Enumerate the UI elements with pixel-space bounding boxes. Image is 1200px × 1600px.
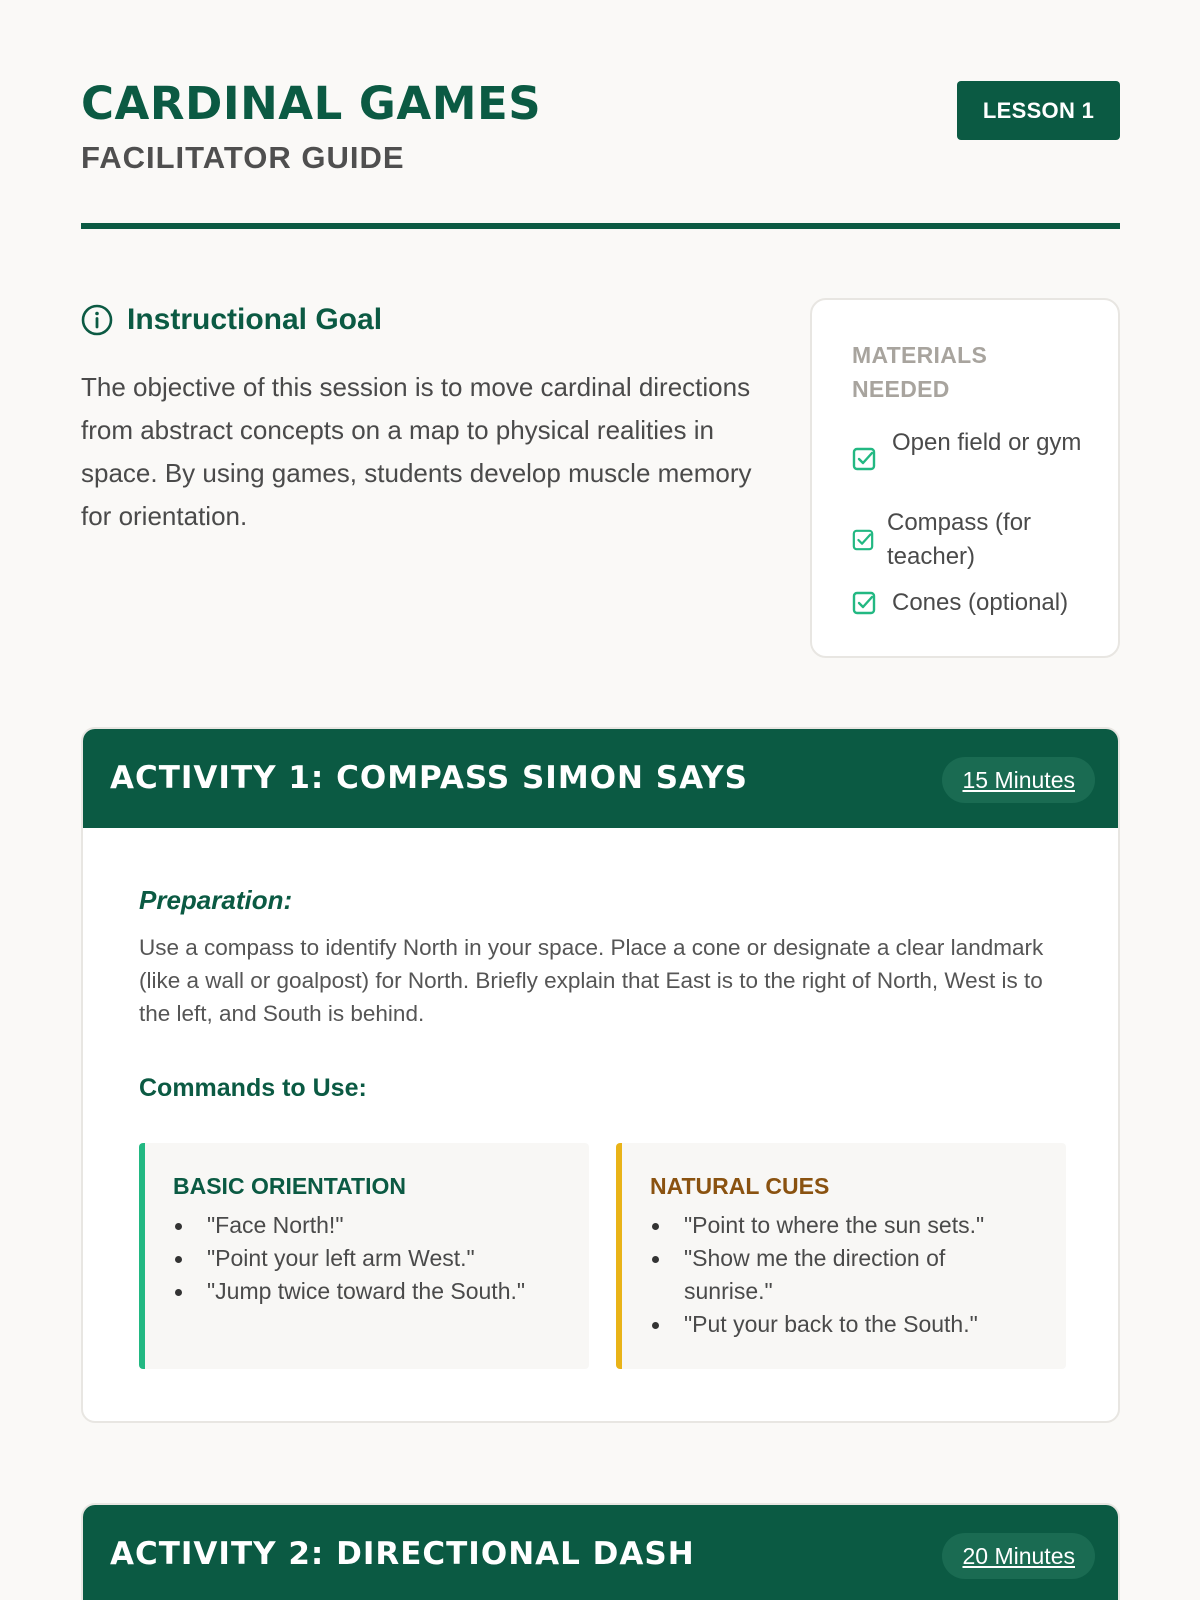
check-square-icon bbox=[852, 591, 876, 615]
activity-card-2 bbox=[81, 1503, 1120, 1600]
command-list bbox=[173, 1209, 563, 1308]
command-group-title: BASIC ORIENTATION bbox=[173, 1173, 406, 1199]
command-item: "Face North!" bbox=[173, 1209, 563, 1242]
preparation-label: Preparation: bbox=[139, 885, 293, 915]
info-icon bbox=[81, 304, 113, 336]
activity-header bbox=[83, 1505, 1120, 1600]
materials-card bbox=[810, 298, 1120, 658]
material-label: Compass (for teacher) bbox=[887, 509, 1032, 570]
commands-label: Commands to Use: bbox=[139, 1074, 367, 1102]
command-item: "Point to where the sun sets." bbox=[650, 1209, 1030, 1242]
command-list bbox=[650, 1209, 1030, 1341]
command-item: "Jump twice toward the South." bbox=[173, 1275, 563, 1308]
check-square-icon bbox=[852, 527, 876, 551]
goal-title: Instructional Goal bbox=[127, 303, 383, 336]
material-label: Open field or gym bbox=[892, 429, 1082, 456]
preparation-text: Use a compass to identify North in your space. Place a cone or designate a clear landmark (like a wall or goalpost) for North. Briefly explain that East is to the right of North, West is to the left, and South is behind. bbox=[139, 935, 1044, 1026]
page-title: CARDINAL GAMES bbox=[81, 77, 542, 130]
goal-text: The objective of this session is to move cardinal directions from abstract concepts on a map to physical realities in space. By using games, students develop muscle memory for orientation. bbox=[81, 372, 752, 531]
activity-title: ACTIVITY 1: COMPASS SIMON SAYS bbox=[110, 760, 748, 796]
header-divider bbox=[81, 223, 1120, 229]
activity-title: ACTIVITY 2: DIRECTIONAL DASH bbox=[110, 1536, 695, 1572]
duration-badge: 15 Minutes bbox=[942, 757, 1095, 803]
command-group-basic bbox=[139, 1143, 589, 1369]
activity-header bbox=[83, 729, 1120, 828]
activity-card-1 bbox=[81, 727, 1120, 1423]
check-square-icon bbox=[852, 447, 876, 471]
command-group-natural bbox=[616, 1143, 1066, 1369]
materials-title: MATERIALS NEEDED bbox=[852, 342, 988, 402]
command-group-title: NATURAL CUES bbox=[650, 1173, 830, 1199]
instructional-goal-section bbox=[81, 298, 761, 531]
lesson-badge: LESSON 1 bbox=[957, 81, 1120, 140]
command-item: "Put your back to the South." bbox=[650, 1308, 1030, 1341]
guide-header bbox=[81, 78, 1120, 228]
command-item: "Show me the direction of sunrise." bbox=[650, 1242, 1030, 1308]
duration-badge: 20 Minutes bbox=[942, 1533, 1095, 1579]
page-subtitle: FACILITATOR GUIDE bbox=[81, 140, 405, 175]
material-label: Cones (optional) bbox=[892, 589, 1069, 616]
command-item: "Point your left arm West." bbox=[173, 1242, 563, 1275]
goal-heading bbox=[81, 298, 761, 342]
